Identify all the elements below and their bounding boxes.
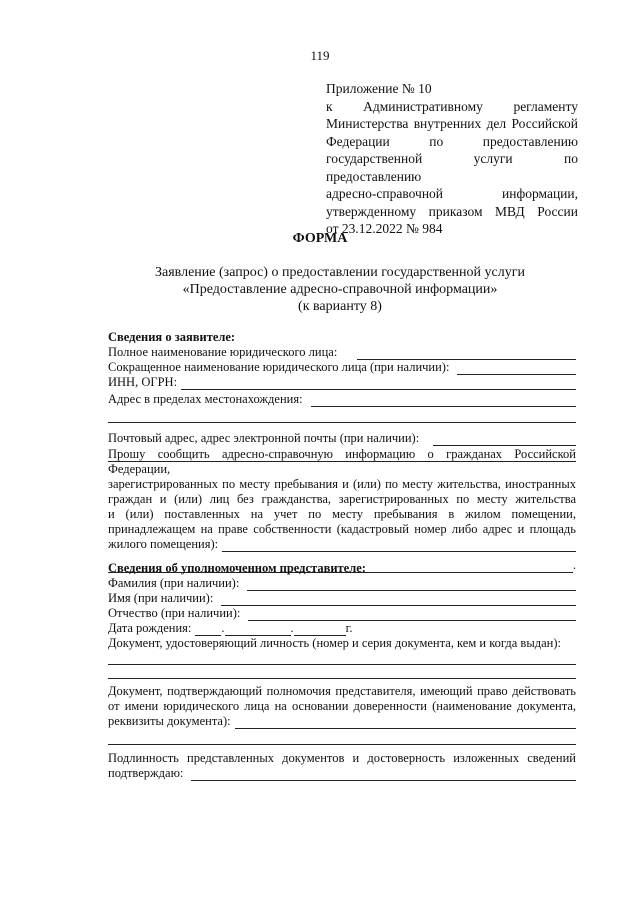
representative-heading: Сведения об уполномоченном представителе: [108, 561, 366, 575]
postal-field[interactable] [433, 434, 576, 446]
inn-label: ИНН, ОГРН: [108, 375, 178, 389]
appendix-line: Приложение № 10 [326, 81, 432, 96]
surname-row [108, 576, 576, 591]
confirmation-label: подтверждаю: [108, 766, 184, 780]
confirmation-last-row [108, 766, 576, 781]
document-title [100, 264, 580, 315]
applicant-section [108, 330, 576, 462]
authority-document-field[interactable] [235, 717, 576, 729]
authority-document-field-continued[interactable] [108, 743, 576, 745]
patronymic-row [108, 606, 576, 621]
id-document-row [108, 636, 576, 651]
inn-row [108, 375, 576, 390]
inn-field[interactable] [181, 378, 576, 390]
postal-row [108, 431, 576, 446]
appendix-line: утвержденному приказом МВД России [326, 203, 578, 219]
patronymic-field[interactable] [248, 609, 576, 621]
document-title-line: Заявление (запрос) о предоставлении государственной услуги [155, 265, 525, 280]
appendix-line: от 23.12.2022 № 984 [326, 221, 443, 236]
birth-year-field[interactable] [294, 624, 346, 636]
applicant-heading: Сведения о заявителе: [108, 330, 236, 344]
property-field[interactable] [222, 540, 576, 552]
address-row [108, 392, 576, 407]
confirmation-line: Подлинность представленных документов и достоверность изложенных сведений [108, 751, 576, 765]
request-last-row [108, 537, 576, 552]
address-field-continued[interactable] [108, 421, 576, 423]
birth-month-field[interactable] [225, 624, 291, 636]
birth-year-suffix: г. [345, 621, 353, 635]
given-name-row [108, 591, 576, 606]
request-section [108, 447, 576, 573]
representative-section [108, 561, 576, 679]
authority-last-row [108, 714, 576, 729]
id-document-label: Документ, удостоверяющий личность (номер и серия документа, кем и когда выдан): [108, 636, 561, 650]
patronymic-label: Отчество (при наличии): [108, 606, 241, 620]
birth-date-row [108, 621, 576, 636]
short-name-label: Сокращенное наименование юридического лица (при наличии): [108, 360, 450, 374]
appendix-line: адресно-справочной информации, [326, 186, 578, 201]
request-end-dot: . [572, 558, 576, 572]
appendix-block [326, 80, 578, 238]
request-line: принадлежащем на праве собственности (кадастровый номер либо адрес и площадь [108, 522, 576, 536]
short-name-field[interactable] [457, 363, 576, 375]
confirmation-section [108, 751, 576, 781]
authority-line: от имени юридического лица на основании доверенности (наименование документа, [108, 699, 576, 713]
full-name-row [108, 345, 576, 360]
document-title-line: (к варианту 8) [298, 299, 382, 314]
full-name-field[interactable] [357, 348, 576, 360]
request-last-label: жилого помещения): [108, 537, 219, 551]
appendix-line: к Административному регламенту [326, 98, 578, 114]
request-line: Прошу сообщить адресно-справочную информацию о гражданах Российской Федерации, [108, 447, 576, 476]
birth-date-label: Дата рождения: [108, 621, 192, 635]
id-document-field-continued[interactable] [108, 677, 576, 679]
short-name-row [108, 360, 576, 375]
full-name-label: Полное наименование юридического лица: [108, 345, 338, 359]
appendix-line: Министерства внутренних дел Российской [326, 116, 578, 131]
birth-date-separator: . [221, 621, 225, 635]
birth-day-field[interactable] [195, 624, 221, 636]
request-line: зарегистрированных по месту пребывания и (или) по месту жительства, иностранных [108, 477, 576, 491]
form-title: ФОРМА [292, 231, 348, 246]
given-name-field[interactable] [221, 594, 576, 606]
page-number: 119 [310, 48, 330, 63]
authority-line: Документ, подтверждающий полномочия представителя, имеющий право действовать [108, 684, 576, 698]
request-line: граждан и (или) лиц без гражданства, зарегистрированных по месту жительства [108, 492, 576, 506]
surname-field[interactable] [247, 579, 576, 591]
authority-last-label: реквизиты документа): [108, 714, 231, 728]
confirmation-signature-field[interactable] [191, 769, 576, 781]
request-line: и (или) поставленных на учет по месту пребывания в жилом помещении, [108, 507, 576, 521]
birth-date-separator: . [290, 621, 294, 635]
surname-label: Фамилия (при наличии): [108, 576, 240, 590]
id-document-field[interactable] [108, 663, 576, 665]
given-name-label: Имя (при наличии): [108, 591, 214, 605]
appendix-line: государственной услуги по предоставлению [326, 151, 578, 184]
authority-section [108, 684, 576, 745]
document-title-line: «Предоставление адресно-справочной информации» [182, 282, 498, 297]
postal-label: Почтовый адрес, адрес электронной почты (при наличии): [108, 431, 420, 445]
appendix-line: Федерации по предоставлению [326, 133, 578, 149]
address-label: Адрес в пределах местонахождения: [108, 392, 303, 406]
address-field[interactable] [311, 395, 576, 407]
